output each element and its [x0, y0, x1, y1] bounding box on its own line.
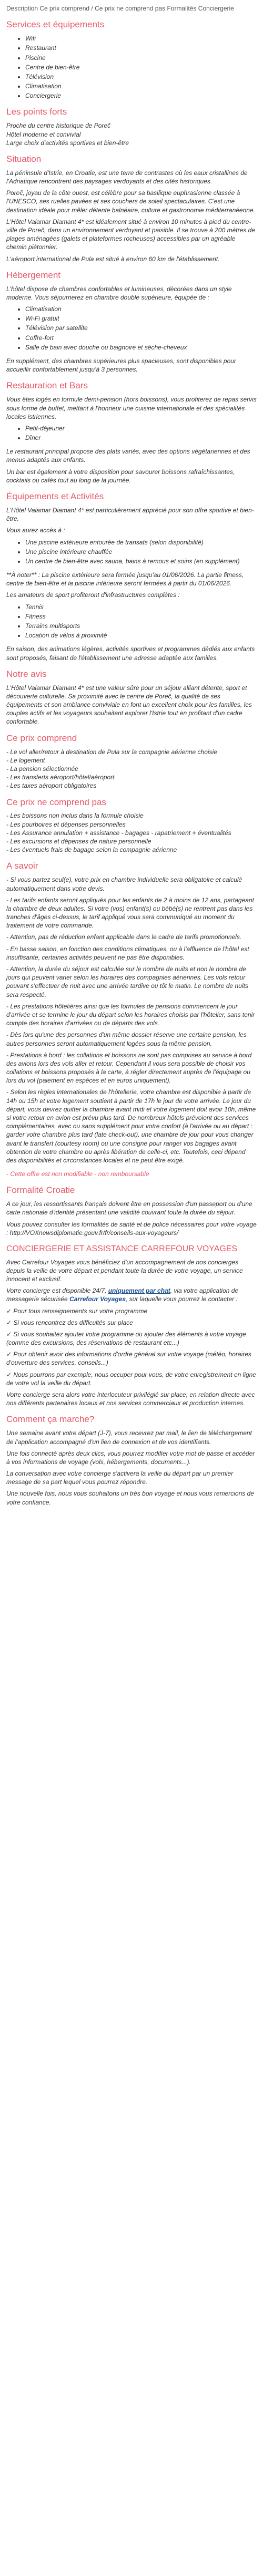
savoir-line: - Attention, pas de réduction enfant applicable dans le cadre de tarifs promotionnels. [6, 933, 242, 941]
restauration-list [6, 424, 257, 442]
list-item: • Salle de bain avec douche ou baignoire et sèche-cheveux [25, 343, 257, 352]
text-fragment: , sur laquelle vous pourrez le contacter : [126, 1295, 238, 1303]
savoir-block [6, 875, 257, 1165]
conciergerie-paragraph: Votre concierge sera alors votre interlocuteur privilégié sur place, en relation directe avec nos différents partenaires locaux et nos services commerciaux et production internes. [6, 1391, 255, 1407]
formalite-paragraph: Vous pouvez consulter les formalités de santé et de police nécessaires pour votre voyage : http://VOXnewsdiplomatie.gouv.fr/fr/conseils-aux-voyageurs/ [6, 1220, 257, 1237]
list-item: • Petit-déjeuner [25, 424, 257, 432]
list-item: • Un centre de bien-être avec sauna, bains à remous et soins (en supplément) [25, 557, 257, 565]
conciergerie-line: ✓ Si vous rencontrez des difficultés sur place [6, 1318, 133, 1326]
points-forts-line: Hôtel moderne et convivial [6, 130, 81, 138]
list-item: • Fitness [25, 612, 257, 621]
savoir-title: A savoir [6, 861, 38, 871]
activites-paragraph: L'Hôtel Valamar Diamant 4* est particulièrement apprécié pour son offre sportive et bien-être. [6, 506, 254, 523]
activites-paragraph: Les amateurs de sport profiteront d'infrastructures complètes : [6, 591, 180, 599]
savoir-line: - Les tarifs enfants seront appliqués pour les enfants de 2 à moins de 12 ans, partageant la chambre de deux adultes. Si votre (vos) enfant(s) ou bébé(s) ne rentrent pas dans les tranches d'âges ci-dessus, le tarif appliqué vous sera communiqué au moment du traitement de votre commande. [6, 896, 254, 930]
avis-paragraph: L'Hôtel Valamar Diamant 4* est une valeur sûre pour un séjour alliant détente, sport et découverte culturelle. Sa proximité avec le centre de Poreč, la qualité de ses équipements et son ambiance conviviale en font un excellent choix pour les familles, les couples actifs et les voyageurs souhaitant explorer l'Istrie tout en profitant d'un cadre confortable. [6, 684, 252, 726]
formalite-paragraph: A ce jour, les ressortissants français doivent être en possession d'un passeport ou d'une carte nationale d'identité présentant une validité couvrant toute la durée du séjour. [6, 1200, 252, 1217]
situation-paragraph: Poreč, joyau de la côte ouest, est célèbre pour sa basilique euphrasienne classée à l'UNESCO, ses ruelles pavées et ses couchers de soleil spectaculaires. C'est une destination idéale pour mêler détente balnéaire, culture et gastronomie méditerranéenne. [6, 189, 255, 214]
prix-comprend-title: Ce prix comprend [6, 733, 77, 743]
conciergerie-paragraph-2 [6, 1286, 257, 1303]
list-item: • Wifi [25, 34, 257, 43]
formalite-title: Formalité Croatie [6, 1185, 75, 1196]
hebergement-list [6, 305, 257, 352]
services-list [6, 34, 257, 100]
prix-ne-comprend-line: - Les éventuels frais de bagage selon la compagnie aérienne [6, 846, 177, 854]
activites-title: Équipements et Activités [6, 491, 104, 501]
list-item: • Coffre-fort [25, 334, 257, 342]
hebergement-paragraph: En supplément, des chambres supérieures plus spacieuses, sont disponibles pour accueillir confortablement jusqu'à 3 personnes. [6, 357, 236, 374]
comment-paragraph: La conversation avec votre concierge s'activera la veille du départ par un premier message de sa part lequel vous pourrez répondre. [6, 1470, 234, 1486]
savoir-line: - Les prestations hôtelières ainsi que les formules de pensions commencent le jour d'arrivée et se termine le jour du départ selon les horaires choisis par l'hôtelier, sans tenir compte des horaires d'arrivées ou de départs des vols. [6, 1002, 255, 1027]
prix-comprend-block [6, 748, 257, 790]
prix-ne-comprend-line: - Les excursions et dépenses de nature personnelle [6, 838, 151, 845]
text-fragment: , via votre application de messagerie sécurisée [6, 1287, 239, 1303]
activites-sport-list [6, 603, 257, 640]
activites-paragraph: Vous aurez accès à : [6, 527, 65, 534]
points-forts-block [6, 121, 257, 147]
list-item: • Piscine [25, 54, 257, 62]
comment-title: Comment ça marche? [6, 1414, 95, 1425]
comment-paragraph: Une fois connecté après deux clics, vous pourrez modifier votre mot de passe et accéder à vos informations de voyage (vols, hébergements, documents...). [6, 1449, 255, 1466]
list-item: • Centre de bien-être [25, 63, 257, 71]
list-item: • Location de vélos à proximité [25, 631, 257, 640]
prix-comprend-line: - Les transferts aéroport/hôtel/aéroport [6, 774, 115, 781]
list-item: • Wi-Fi gratuit [25, 314, 257, 323]
conciergerie-paragraph: Avec Carrefour Voyages vous bénéficiez d'un accompagnement de nos concierges depuis la veille de votre départ et pendant toute la durée de votre voyage, un service innocent et exclusif. [6, 1258, 243, 1283]
list-item: • Restaurant [25, 44, 257, 52]
prix-ne-comprend-line: - Les Assurance annulation + assistance - bagages - rapatriement + éventualités [6, 829, 231, 837]
situation-paragraph: La péninsule d'Istrie, en Croatie, est une terre de contrastes où les eaux cristallines de l'Adriatique rencontrent des paysages verdoyants et des cités historiques. [6, 169, 248, 186]
points-forts-line: Large choix d'activités sportives et bien-être [6, 139, 129, 147]
list-item: • Une piscine intérieure chauffée [25, 548, 257, 556]
text-fragment: Votre concierge est disponible 24/7, [6, 1287, 108, 1295]
prix-comprend-line: - La pension sélectionnée [6, 765, 78, 772]
restauration-paragraph: Vous êtes logés en formule demi-pension (hors boissons), vous profiterez de repas servis sous forme de buffet, mettant à l'honneur une cuisine internationale et des spécialités locales istriennes. [6, 396, 257, 420]
savoir-line: - Selon les règles internationales de l'hôtellerie, votre chambre est disponible à partir de 14h ou 15h et votre logement soutient à partir de 17h le jour de votre arrivée. Le jour du départ, vous devrez quitter la chambre avant midi et votre logement doit avoir 10h, même si votre retour en avion est prévu plus tard. De nombreux hôtels prévoient des services complémentaires, avec ou sans supplément pour votre confort (à l'arrivée ou au départ : garder votre chambre plus tard (late check-out), une chambre de jour pour vous changer avant le transfert (courtesy room) ou une consigne pour ranger vos bagages avant obtention de votre chambre ou après libération de celle-ci, etc. Toutefois, ceci dépend des disponibilités et circonstances locales et ne peut être exigé. [6, 1088, 256, 1164]
savoir-line: - Si vous partez seul(e), votre prix en chambre individuelle sera obligatoire et calculé automatiquement dans votre devis. [6, 876, 242, 892]
conciergerie-line: ✓ Nous pourrons par exemple, nous occuper pour vous, de votre enregistrement en ligne de votre vol la veille du départ. [6, 1371, 256, 1387]
conciergerie-line: ✓ Pour tous renseignements sur votre programme [6, 1307, 148, 1315]
text-fragment-emph: uniquement par chat [108, 1287, 170, 1295]
savoir-line: - En basse saison, en fonction des conditions climatiques, ou à l'affluence de l'hôtel est insuffisante, certaines activités peuvent ne pas être disponibles. [6, 945, 249, 961]
savoir-line: - Dès lors qu'une des personnes d'un même dossier réserve une certaine pension, les autres personnes seront automatiquement logées sous la même pension. [6, 1031, 247, 1047]
comment-paragraph: Une nouvelle fois, nous vous souhaitons un très bon voyage et nous vous remercions de votre confiance. [6, 1490, 254, 1506]
list-item: • Tennis [25, 603, 257, 611]
prix-ne-comprend-title: Ce prix ne comprend pas [6, 797, 106, 807]
restauration-paragraph: Un bar est également à votre disposition pour savourer boissons rafraîchissantes, cocktails ou cafés tout au long de la journée. [6, 468, 235, 484]
list-item: • Télévision par satellite [25, 324, 257, 332]
conciergerie-title: CONCIERGERIE ET ASSISTANCE CARREFOUR VOYAGES [6, 1244, 238, 1253]
prix-ne-comprend-line: - Les boissons non inclus dans la formule choisie [6, 812, 144, 820]
points-forts-title: Les points forts [6, 107, 67, 117]
services-title: Services et équipements [6, 19, 105, 30]
hebergement-title: Hébergement [6, 270, 61, 280]
prix-ne-comprend-block [6, 811, 257, 854]
prix-comprend-line: - Les taxes aéroport obligatoires [6, 782, 97, 790]
list-item: • Une piscine extérieure entourée de transats (selon disponibilité) [25, 538, 257, 547]
list-item: • Climatisation [25, 305, 257, 313]
prix-comprend-line: - Le logement [6, 756, 45, 764]
restauration-title: Restauration et Bars [6, 380, 88, 391]
activites-note: **À noter** : La piscine extérieure sera fermée jusqu'au 01/06/2026. La partie fitness, centre de bien-être et la piscine intérieure seront fermées à partir du 01/06/2026. [6, 571, 244, 588]
avis-title: Notre avis [6, 668, 47, 679]
list-item: • Conciergerie [25, 91, 257, 100]
list-item: • Dîner [25, 434, 257, 442]
situation-title: Situation [6, 153, 42, 164]
activites-paragraph: En saison, des animations légères, activités sportives et programmes dédiés aux enfants sont proposés, faisant de l'établissement une adresse adaptée aux familles. [6, 645, 255, 662]
comment-paragraph: Une semaine avant votre départ (J-7), vous recevrez par mail, le lien de téléchargement de l'application accompagné d'un lien de connexion et de vos identifiants. [6, 1429, 252, 1446]
situation-paragraph: L'Hôtel Valamar Diamant 4* est idéalement situé à environ 10 minutes à pied du centre-ville de Poreč, dans un environnement verdoyant et paisible. Il se trouve à 200 mètres de plages aménagées (galets et plateformes rocheuses) accessibles par un agréable chemin piétonnier. [6, 218, 255, 251]
conciergerie-line: ✓ Si vous souhaitez ajouter votre programme ou ajouter des éléments à votre voyage (comme des excursions, des réservations de restaurant etc...) [6, 1330, 246, 1347]
savoir-final: - Cette offre est non modifiable - non remboursable [6, 1170, 149, 1178]
points-forts-line: Proche du centre historique de Poreč [6, 122, 111, 130]
conciergerie-line: ✓ Pour obtenir avoir des informations d'ordre général sur votre voyage (météo, horaires d'ouverture des services, conseils...) [6, 1351, 251, 1367]
list-item: • Télévision [25, 73, 257, 81]
hebergement-paragraph: L'hôtel dispose de chambres confortables et lumineuses, décorées dans un style moderne. Vous séjournerez en chambre double supérieure, équipée de : [6, 285, 232, 301]
activites-list [6, 538, 257, 566]
savoir-line: - Attention, la durée du séjour est calculée sur le nombre de nuits et non le nombre de jours qui peuvent varier selon les horaires des compagnies aériennes. Les vols retour pouvant s'effectuer de nuit avec une arrivée tardive ou tôt le matin. Le nombre de nuits sera respecté. [6, 965, 248, 998]
prix-comprend-line: - Le vol aller/retour à destination de Pula sur la compagnie aérienne choisie [6, 748, 217, 756]
brand-name: Carrefour Voyages [69, 1295, 126, 1303]
list-item: • Terrains multisports [25, 622, 257, 630]
prix-ne-comprend-line: - Les pourboires et dépenses personnelles [6, 820, 126, 828]
savoir-line: - Prestations à bord : les collations et boissons ne sont pas comprises au service à bord des avions lors des vols aller et retour. Cependant il vous sera possible de choisir vos collations et boissons proposés à la carte, à régler directement auprès de l'équipage ou lors du vol (paiement en espèces et en euros uniquement). [6, 1051, 252, 1085]
top-description: Description Ce prix comprend / Ce prix ne comprend pas Formalités Conciergerie [6, 5, 234, 12]
restauration-paragraph: Le restaurant principal propose des plats variés, avec des options végétariennes et des menus adaptés aux enfants. [6, 448, 250, 464]
situation-paragraph: L'aéroport international de Pula est situé à environ 60 km de l'établissement. [6, 255, 220, 263]
list-item: • Climatisation [25, 82, 257, 90]
